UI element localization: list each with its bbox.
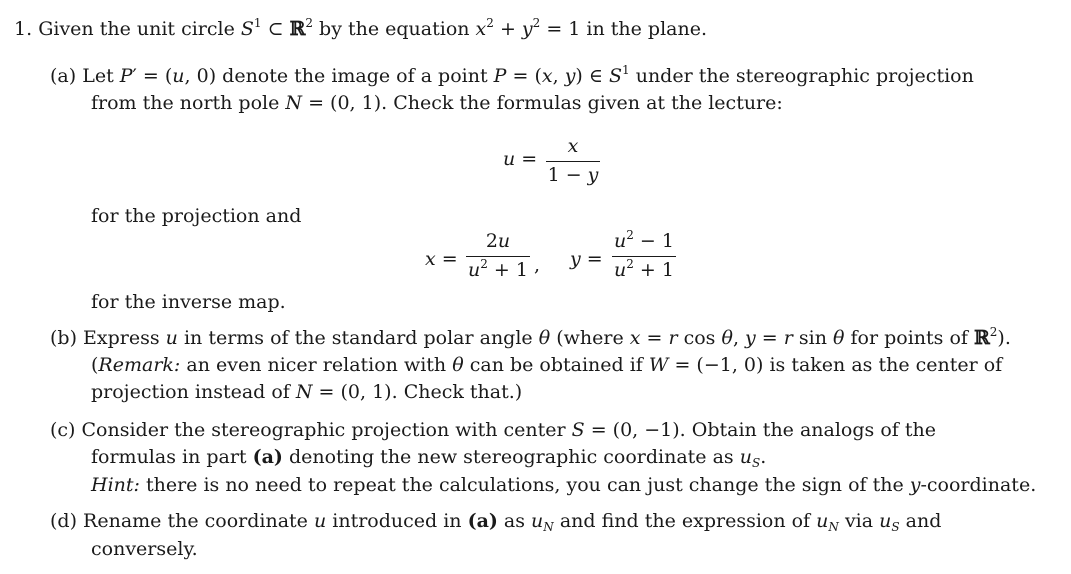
- formula-u-lhs: u =: [503, 148, 538, 170]
- problem-number: 1.: [14, 18, 33, 40]
- part-b-line-1: (b) Express u in terms of the standard polar angle θ (where x = r cos θ, y = r sin θ for points of ℝ$^2$).: [50, 325, 1011, 349]
- formula-x-lhs: x =: [425, 248, 458, 270]
- part-b-line-2: (Remark: an even nicer relation with θ can be obtained if W = (−1, 0) is taken as the center of: [91, 354, 1003, 376]
- part-d-line-1: (d) Rename the coordinate u introduced in (a) as $u_N$ and find the expression of $u_N$ via $u_S$ and: [50, 510, 942, 534]
- part-d-label: (d): [50, 510, 77, 532]
- formula-u-fraction: x 1 − y: [547, 135, 599, 186]
- for-inverse-text: for the inverse map.: [91, 291, 286, 313]
- formula-x-fraction: 2u $u^2 + 1$: [466, 232, 530, 280]
- formula-comma: ,: [534, 254, 541, 276]
- remark-label: Remark:: [98, 354, 181, 376]
- for-projection-text: for the projection and: [91, 205, 302, 227]
- part-c-label: (c): [50, 419, 76, 441]
- part-a-line-2: from the north pole N = (0, 1). Check the formulas given at the lecture:: [91, 92, 783, 114]
- problem-statement: 1. Given the unit circle $S^1$ ⊂ ℝ$^2$ by the equation $x^2 + y^2 = 1$ in the plane.: [14, 16, 708, 40]
- part-a-line-1: (a) Let P′ = (u, 0) denote the image of a point P = (x, y) ∈ $S^1$ under the stereographic projection: [50, 63, 974, 87]
- part-c-line-1: (c) Consider the stereographic projection with center S = (0, −1). Obtain the analogs of the: [50, 419, 936, 441]
- part-b-line-3: projection instead of N = (0, 1). Check that.): [91, 381, 523, 403]
- part-d-line-2: conversely.: [91, 538, 198, 560]
- hint-label: Hint:: [91, 474, 140, 496]
- part-c-line-2: formulas in part (a) denoting the new stereographic coordinate as $u_S$.: [91, 446, 767, 470]
- formula-y-fraction: $u^2 - 1$ $u^2 + 1$: [612, 232, 676, 280]
- part-b-label: (b): [50, 327, 77, 349]
- part-c-hint: Hint: there is no need to repeat the calculations, you can just change the sign of the y-coordinate.: [91, 474, 1037, 496]
- formula-y-lhs: y =: [570, 248, 603, 270]
- part-a-label: (a): [50, 65, 77, 87]
